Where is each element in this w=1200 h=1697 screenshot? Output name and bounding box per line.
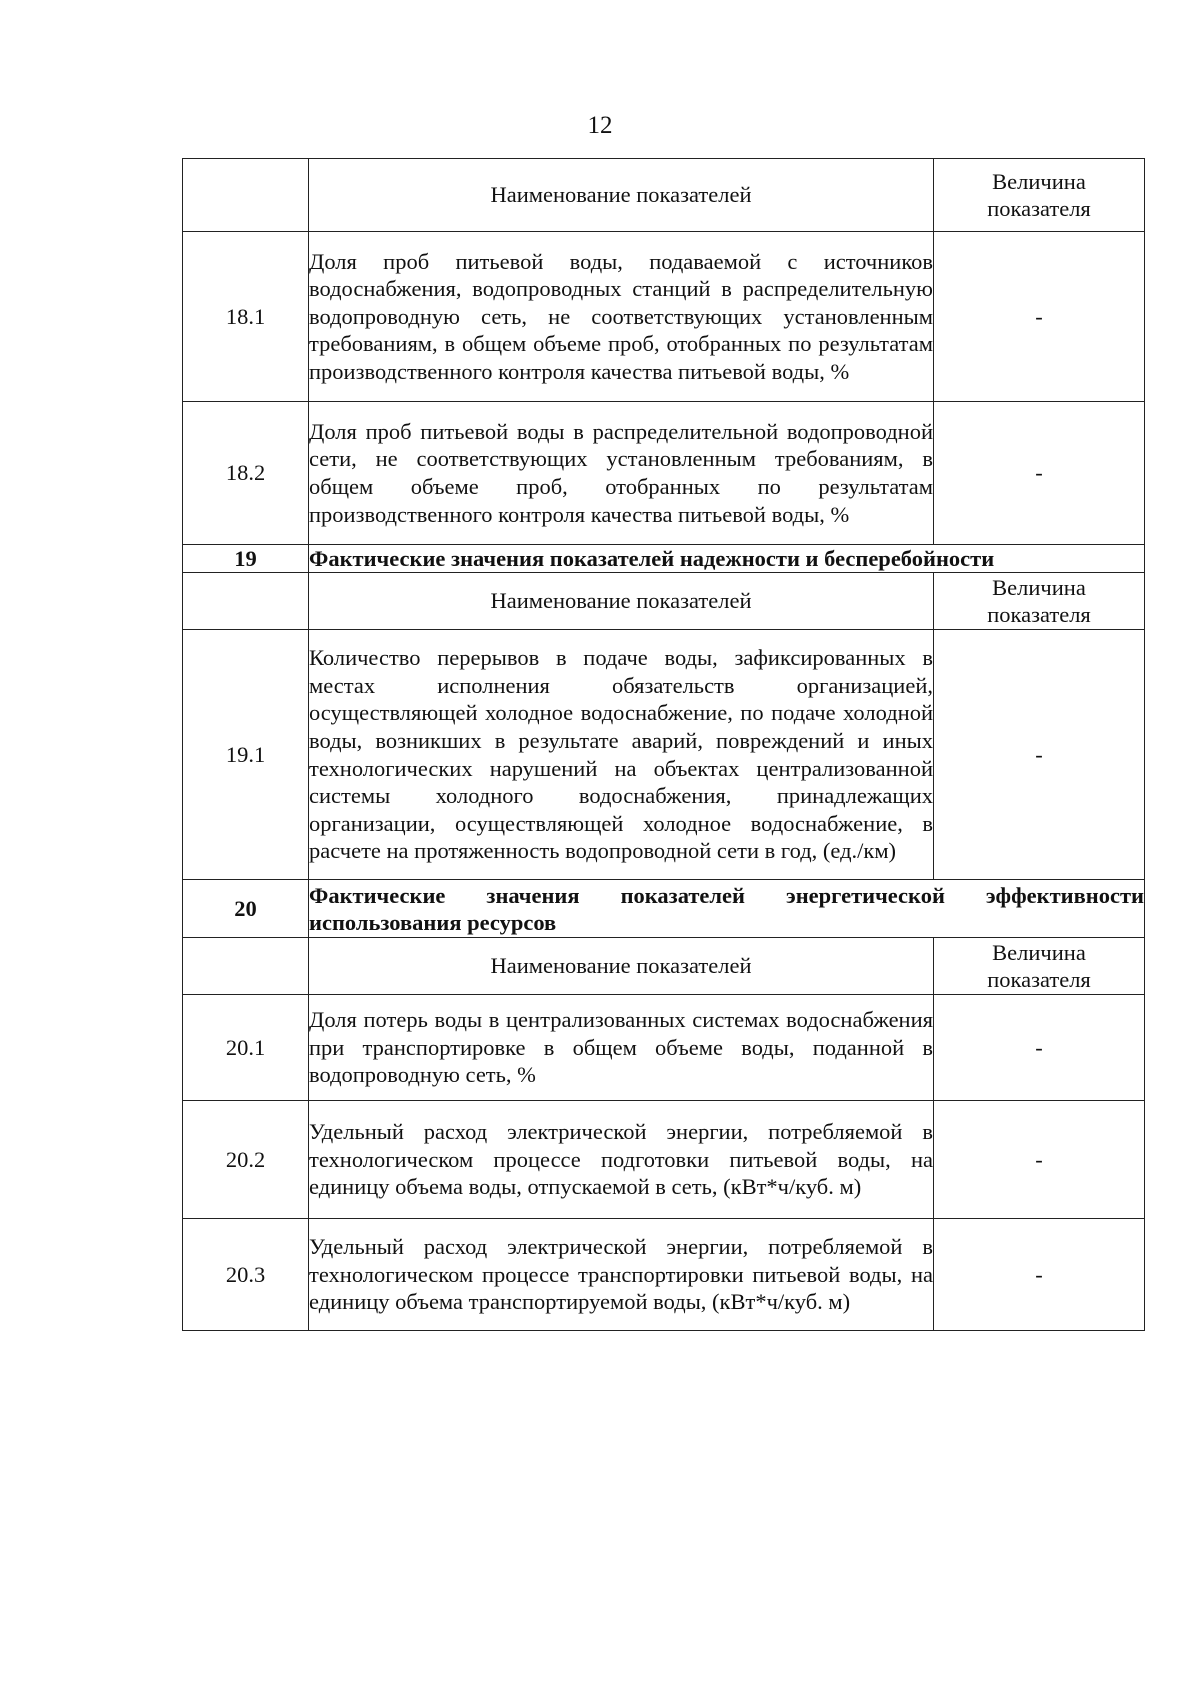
row-value: - (934, 1101, 1145, 1219)
indicators-table (182, 158, 1145, 1331)
header-value-line2: показателя (987, 602, 1091, 627)
header-number-cell (183, 938, 309, 995)
table-row (183, 630, 1145, 880)
header-value-line1: Величина (992, 940, 1086, 965)
row-value: - (934, 1219, 1145, 1331)
header-value-line1: Величина (992, 575, 1086, 600)
row-value: - (934, 402, 1145, 545)
row-number: 19.1 (183, 630, 309, 880)
section-title: Фактические значения показателей энергетической эффективности использования ресурсов (309, 880, 1145, 938)
header-name-cell: Наименование показателей (309, 938, 934, 995)
table-row (183, 1101, 1145, 1219)
table-header-row (183, 159, 1145, 232)
section-number: 20 (183, 880, 309, 938)
page-number: 12 (587, 112, 613, 139)
row-number: 20.3 (183, 1219, 309, 1331)
row-description: Доля проб питьевой воды в распределительной водопроводной сети, не соответствующих установленным требованиям, в общем объеме проб, отобранных по результатам производственного контроля качества питьевой воды, % (309, 402, 934, 545)
header-number-cell (183, 573, 309, 630)
section-number: 19 (183, 545, 309, 573)
section-row (183, 880, 1145, 938)
table-row (183, 232, 1145, 402)
table-row (183, 402, 1145, 545)
row-description: Удельный расход электрической энергии, потребляемой в технологическом процессе подготовки питьевой воды, на единицу объема воды, отпускаемой в сеть, (кВт*ч/куб. м) (309, 1101, 934, 1219)
row-value: - (934, 232, 1145, 402)
row-number: 18.1 (183, 232, 309, 402)
header-value-line2: показателя (987, 967, 1091, 992)
header-value-line2: показателя (987, 196, 1091, 221)
section-title: Фактические значения показателей надежности и бесперебойности (309, 545, 1145, 573)
row-description: Доля потерь воды в централизованных системах водоснабжения при транспортировке в общем объеме воды, поданной в водопроводную сеть, % (309, 995, 934, 1101)
header-value-cell (934, 159, 1145, 232)
section-row (183, 545, 1145, 573)
table-header-row (183, 938, 1145, 995)
table-row (183, 995, 1145, 1101)
header-value-cell (934, 573, 1145, 630)
row-description: Количество перерывов в подаче воды, зафиксированных в местах исполнения обязательств организацией, осуществляющей холодное водоснабжение, по подаче холодной воды, возникших в результате аварий, повреждений и иных технологических нарушений на объектах централизованной системы холодного водоснабжения, принадлежащих организации, осуществляющей холодное водоснабжение, в расчете на протяженность водопроводной сети в год, (ед./км) (309, 630, 934, 880)
header-value-line1: Величина (992, 169, 1086, 194)
row-value: - (934, 995, 1145, 1101)
table-header-row (183, 573, 1145, 630)
row-description: Доля проб питьевой воды, подаваемой с источников водоснабжения, водопроводных станций в распределительную водопроводную сеть, не соответствующих установленным требованиям, в общем объеме проб, отобранных по результатам производственного контроля качества питьевой воды, % (309, 232, 934, 402)
header-name-cell: Наименование показателей (309, 573, 934, 630)
header-number-cell (183, 159, 309, 232)
table-row (183, 1219, 1145, 1331)
row-value: - (934, 630, 1145, 880)
row-number: 20.1 (183, 995, 309, 1101)
header-value-cell (934, 938, 1145, 995)
header-name-cell: Наименование показателей (309, 159, 934, 232)
row-number: 18.2 (183, 402, 309, 545)
row-number: 20.2 (183, 1101, 309, 1219)
row-description: Удельный расход электрической энергии, потребляемой в технологическом процессе транспортировки питьевой воды, на единицу объема транспортируемой воды, (кВт*ч/куб. м) (309, 1219, 934, 1331)
